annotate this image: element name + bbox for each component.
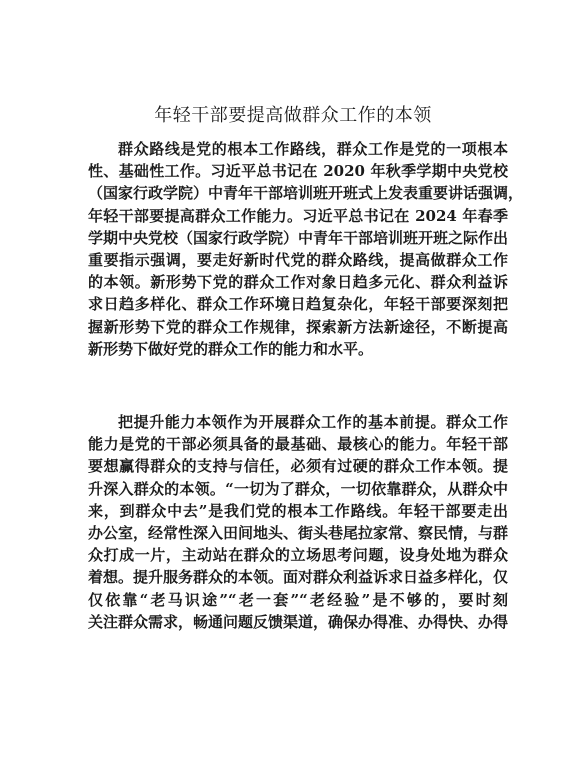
paragraph-1 bbox=[88, 138, 524, 360]
paragraph-line: 群众路线是党的根本工作路线，群众工作是党的一项根本 bbox=[118, 140, 508, 158]
document-title: 年轻干部要提高做群众工作的本领 bbox=[154, 105, 432, 126]
paragraph-line: 众打成一片，主动站在群众的立场思考问题，设身处地为群众 bbox=[88, 546, 508, 565]
paragraph-line: 把提升能力本领作为开展群众工作的基本前提。群众工作 bbox=[118, 413, 508, 431]
paragraph-line: 着想。提升服务群众的本领。面对群众利益诉求日益多样化，仅 bbox=[88, 568, 509, 587]
paragraph-line: 要想赢得群众的支持与信任，必须有过硬的群众工作本领。提 bbox=[88, 457, 508, 476]
paragraph-line: 办公室，经常性深入田间地头、街头巷尾拉家常、察民情，与群 bbox=[88, 524, 509, 543]
paragraph-line: 性、基础性工作。习近平总书记在 2020 年秋季学期中央党校 bbox=[88, 162, 508, 181]
paragraph-line: 仅依靠“老马识途”“老一套”“老经验”是不够的，要时刻 bbox=[88, 590, 508, 609]
paragraph-line: 握新形势下党的群众工作规律，探索新方法新途径，不断提高 bbox=[88, 317, 508, 336]
paragraph-line: 的本领。新形势下党的群众工作对象日趋多元化、群众利益诉 bbox=[88, 273, 508, 292]
paragraph-line: 重要指示强调，要走好新时代党的群众路线，提高做群众工作 bbox=[88, 251, 508, 270]
paragraph-line: 年轻干部要提高群众工作能力。习近平总书记在 2024 年春季 bbox=[88, 206, 508, 225]
paragraph-line: （国家行政学院）中青年干部培训班开班式上发表重要讲话强调， bbox=[88, 184, 524, 203]
paragraph-line: 关注群众需求，畅通问题反馈渠道，确保办得准、办得快、办得 bbox=[88, 612, 509, 631]
paragraph-line: 求日趋多样化、群众工作环境日趋复杂化，年轻干部要深刻把 bbox=[88, 295, 508, 314]
paragraph-line: 学期中央党校（国家行政学院）中青年干部培训班开班之际作出 bbox=[88, 228, 509, 247]
paragraph-line: 能力是党的干部必须具备的最基础、最核心的能力。年轻干部 bbox=[88, 435, 508, 454]
paragraph-2 bbox=[88, 411, 508, 633]
paragraph-line: 新形势下做好党的群众工作的能力和水平。 bbox=[88, 339, 374, 358]
paragraph-line: 来，到群众中去”是我们党的根本工作路线。年轻干部要走出 bbox=[88, 501, 508, 520]
paragraph-line: 升深入群众的本领。“一切为了群众，一切依靠群众，从群众中 bbox=[88, 479, 508, 498]
